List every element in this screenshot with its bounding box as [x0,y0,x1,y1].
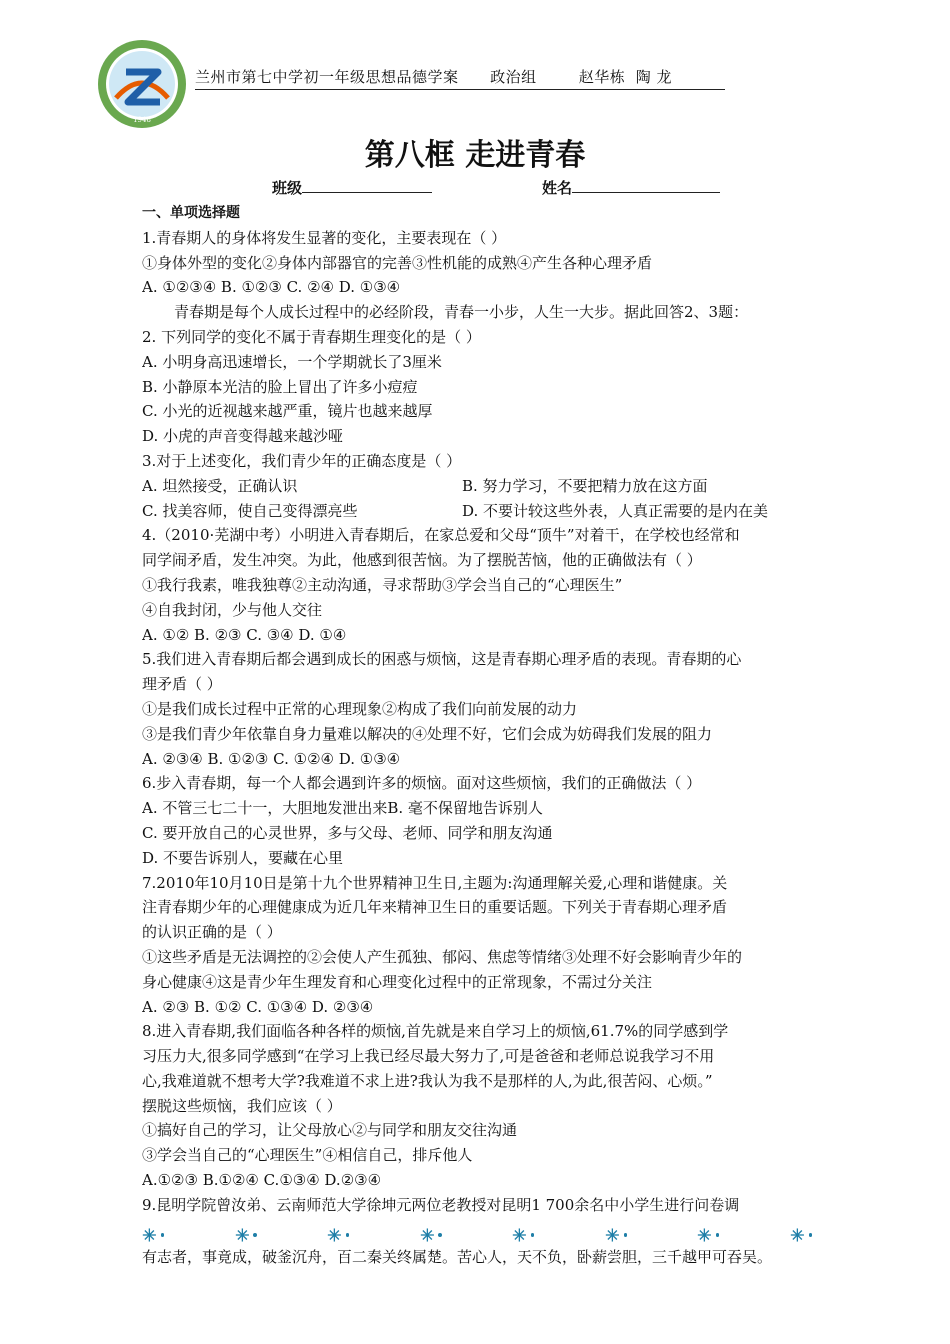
snowflake-icon [142,1224,164,1246]
answer-option: B. 努力学习，不要把精力放在这方面 [462,476,708,495]
snowflake-icon [605,1224,627,1246]
question-line: ①是我们成长过程中正常的心理现象②构成了我们向前发展的动力 [142,699,578,718]
answer-option: B. 小静原本光洁的脸上冒出了许多小痘痘 [142,377,418,396]
answer-options: A. ②③ B. ①② C. ①③④ D. ②③④ [142,997,374,1016]
question-line: 4.（2010·芜湖中考）小明进入青春期后，在家总爱和父母“顶牛”对着干，在学校也经常和 [142,526,740,545]
question-line: ③是我们青少年依靠自身力量难以解决的④处理不好，它们会成为妨碍我们发展的阻力 [142,724,713,743]
question-line: ①我行我素，唯我独尊②主动沟通，寻求帮助③学会当自己的“心理医生” [142,575,623,594]
answer-options [142,499,812,524]
snowflake-icon [327,1224,349,1246]
question-line: 8.进入青春期,我们面临各种各样的烦恼,首先就是来自学习上的烦恼,61.7%的同学感到学 [142,1022,729,1041]
answer-option: C. 小光的近视越来越严重，镜片也越来越厚 [142,402,433,421]
question-line: 心,我难道就不想考大学?我难道不求上进?我认为我不是那样的人,为此,很苦闷、心烦。” [142,1071,713,1090]
snowflake-icon [512,1224,534,1246]
answer-options: A. ①② B. ②③ C. ③④ D. ①④ [142,625,347,644]
snowflake-icon [235,1224,257,1246]
question-line: 5.我们进入青春期后都会遇到成长的困惑与烦恼，这是青春期心理矛盾的表现。青春期的心 [142,650,742,669]
class-blank[interactable] [302,178,432,193]
answer-option: D. 不要告诉别人，要藏在心里 [142,848,344,867]
question-line: 7.2010年10月10日是第十九个世界精神卫生日,主题为:沟通理解关爱,心理和谐健康。关 [142,873,728,892]
name-blank[interactable] [572,178,720,193]
question-line: 摆脱这些烦恼，我们应该（ ） [142,1096,342,1115]
question-line: 注青春期少年的心理健康成为近几年来精神卫生日的重要话题。下列关于青春期心理矛盾 [142,898,728,917]
question-body [142,201,812,1218]
question-line: 习压力大,很多同学感到“在学习上我已经尽最大努力了,可是爸爸和老师总说我学习不用 [142,1047,715,1066]
footer-motto: 有志者，事竟成，破釜沉舟，百二秦关终属楚。苦心人，天不负，卧薪尝胆，三千越甲可吞吴。 [142,1248,773,1266]
snowflake-icon [697,1224,719,1246]
question-line: ③学会当自己的“心理医生”④相信自己，排斥他人 [142,1146,473,1165]
school-logo [96,38,188,130]
page-title: 第八框 走进青春 [364,138,586,173]
question-line: ①搞好自己的学习，让父母放心②与同学和朋友交往沟通 [142,1121,518,1140]
header-line: 兰州市第七中学初一年级思想品德学案 政治组 赵华栋 陶 龙 [195,66,725,90]
question-line: 9.昆明学院曾汝弟、云南师范大学徐坤元两位老教授对昆明1 700余名中小学生进行问卷调 [142,1195,740,1214]
answer-options: A. ①②③④ B. ①②③ C. ②④ D. ①③④ [142,278,401,297]
question-line: 6.步入青春期，每一个人都会遇到许多的烦恼。面对这些烦恼，我们的正确做法（ ） [142,774,702,793]
question-line: ①身体外型的变化②身体内部器官的完善③性机能的成熟④产生各种心理矛盾 [142,253,653,272]
question-line: 1.青春期人的身体将发生显著的变化，主要表现在（ ） [142,228,507,247]
question-line: ①这些矛盾是无法调控的②会使人产生孤独、郁闷、焦虑等情绪③处理不好会影响青少年的 [142,947,743,966]
question-line: 理矛盾（ ） [142,675,222,694]
question-line: 同学闹矛盾，发生冲突。为此，他感到很苦恼。为了摆脱苦恼，他的正确做法有（ ） [142,551,702,570]
question-line: 3.对于上述变化，我们青少年的正确态度是（ ） [142,451,462,470]
snowflake-icon [420,1224,442,1246]
name-label: 姓名 [542,179,573,197]
question-line: 2. 下列同学的变化不属于青春期生理变化的是（ ） [142,327,481,346]
class-label: 班级 [272,179,303,197]
answer-option: D. 不要计较这些外表，人真正需要的是内在美 [462,501,769,520]
answer-option: A. 坦然接受，正确认识 [142,476,298,495]
question-line: 身心健康④这是青少年生理发育和心理变化过程中的正常现象，不需过分关注 [142,972,653,991]
question-line: 青春期是每个人成长过程中的必经阶段，青春一小步，人生一大步。据此回答2、3题： [174,303,749,322]
question-line: ④自我封闭，少与他人交往 [142,600,323,619]
answer-options: A. ②③④ B. ①②③ C. ①②④ D. ①③④ [142,749,401,768]
answer-option: A. 不管三七二十一，大胆地发泄出来B. 毫不保留地告诉别人 [142,799,543,818]
answer-options [142,474,812,499]
snowflake-icon [790,1224,812,1246]
svg-text:1948: 1948 [133,116,151,124]
question-line: 的认识正确的是（ ） [142,923,282,942]
answer-options: A.①②③ B.①②④ C.①③④ D.②③④ [142,1171,382,1190]
section-heading: 一、单项选择题 [142,205,240,221]
answer-option: C. 找美容师，使自己变得漂亮些 [142,501,358,520]
answer-option: D. 小虎的声音变得越来越沙哑 [142,427,344,446]
answer-option: C. 要开放自己的心灵世界，多与父母、老师、同学和朋友沟通 [142,823,553,842]
fill-in-row [272,177,732,198]
answer-option: A. 小明身高迅速增长，一个学期就长了3厘米 [142,352,442,371]
snowflake-divider [142,1222,812,1248]
